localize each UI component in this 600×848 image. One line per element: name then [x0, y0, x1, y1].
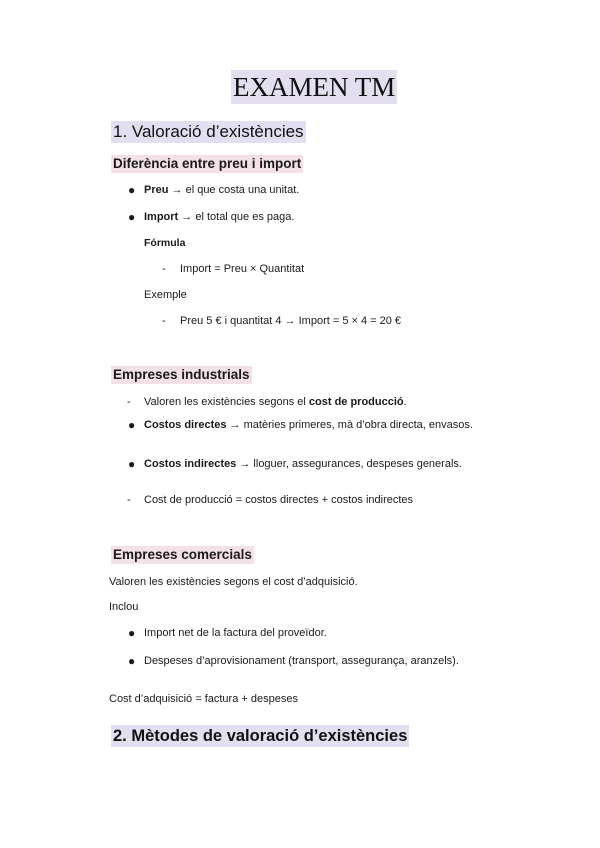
inclou-label: Inclou [109, 601, 139, 613]
bold-term: Preu [144, 184, 169, 196]
bold-term: Costos directes [144, 419, 227, 431]
example-text: Preu 5 € i quantitat 4 → Import = 5 × 4 = 20 € [180, 315, 402, 327]
text-run: . [403, 396, 407, 408]
bold-term: cost de producció [308, 396, 404, 408]
dash-bullet-icon: - [127, 396, 131, 408]
subheading-comercials: Empreses comercials [113, 547, 252, 562]
formula-label: Fórmula [144, 237, 186, 249]
dash-bullet-icon: - [162, 315, 166, 327]
list-item-preu [144, 183, 299, 197]
page-title: EXAMEN TM [233, 72, 396, 102]
bullet-icon: ● [128, 183, 136, 197]
subheading-industrials: Empreses industrials [113, 367, 250, 382]
list-item-import-net: Import net de la factura del proveïdor. [144, 627, 327, 639]
text-run: → el total que es paga. [178, 211, 295, 223]
list-item-costos-directes [144, 418, 473, 432]
bullet-icon: ● [128, 457, 136, 471]
section-heading-2: 2. Mètodes de valoració d’existències [113, 727, 408, 745]
text-run: → el que costa una unitat. [168, 184, 300, 196]
industrials-intro [144, 395, 407, 409]
list-item-costos-indirectes [144, 457, 462, 471]
cost-produccio-formula: Cost de producció = costos directes + costos indirectes [144, 494, 414, 506]
list-item-despeses: Despeses d’aprovisionament (transport, assegurança, aranzels). [144, 655, 459, 667]
bullet-icon: ● [128, 210, 136, 224]
text-run: → lloguer, assegurances, despeses generals. [236, 458, 462, 470]
bold-term: Import [144, 211, 179, 223]
subheading-preu-import: Diferència entre preu i import [113, 156, 302, 171]
cost-adquisicio-formula: Cost d’adquisició = factura + despeses [109, 693, 298, 705]
formula-text: Import = Preu × Quantitat [180, 263, 305, 275]
text-run: → matèries primeres, mà d’obra directa, envasos. [226, 419, 473, 431]
example-label: Exemple [144, 289, 187, 301]
section-heading-1: 1. Valoració d’existències [113, 122, 304, 141]
bullet-icon: ● [128, 418, 136, 432]
bullet-icon: ● [128, 654, 136, 668]
text-run: Valoren les existències segons el [144, 396, 309, 408]
bullet-icon: ● [128, 626, 136, 640]
list-item-import [144, 210, 294, 224]
dash-bullet-icon: - [162, 263, 166, 275]
dash-bullet-icon: - [127, 494, 131, 506]
comercials-intro: Valoren les existències segons el cost d’adquisició. [109, 576, 358, 588]
bold-term: Costos indirectes [144, 458, 237, 470]
